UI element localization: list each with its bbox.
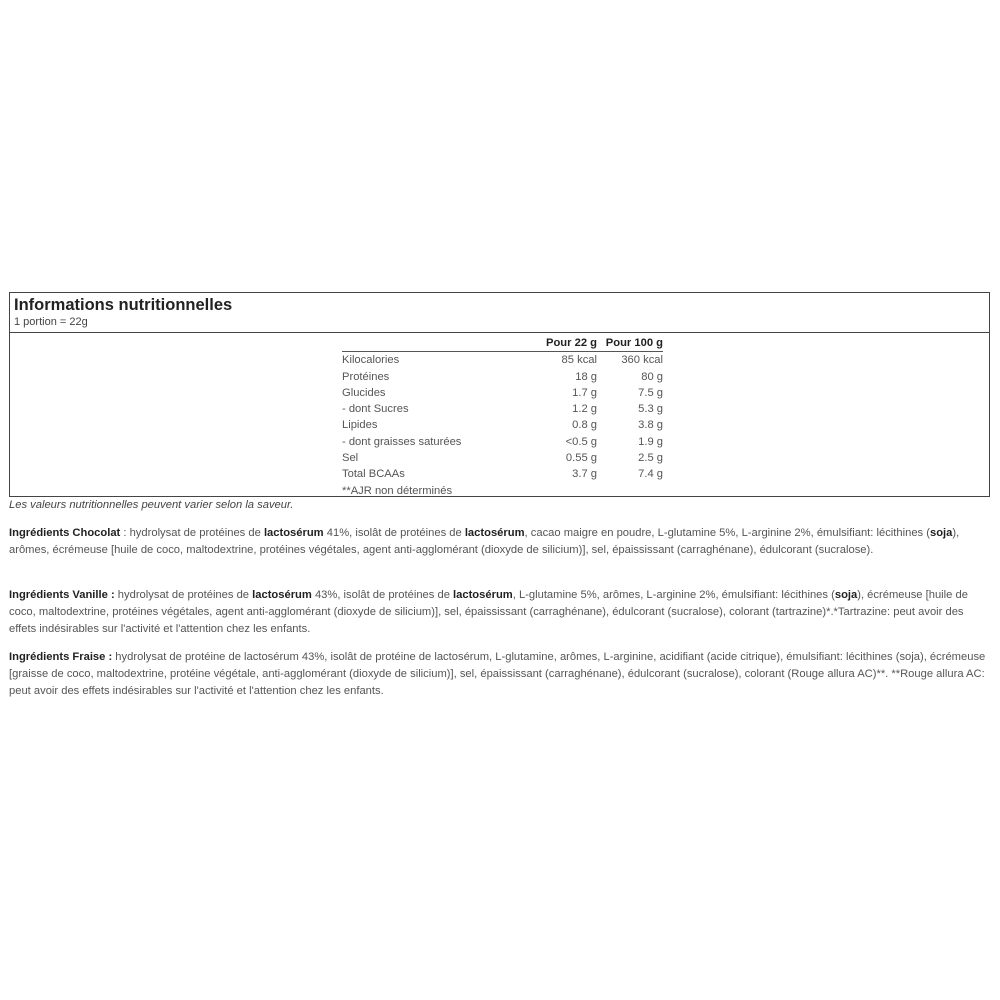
table-row	[342, 434, 663, 450]
table-row	[342, 417, 663, 433]
ingredients-text: hydrolysat de protéine de lactosérum 43%, isolât de protéine de lactosérum, L-glutamine, arômes, L-arginine, acidifiant (acide citrique), émulsifiant: lécithines (soja), écrémeuse [graisse de coco, maltodextrine, protéine végétale, anti-agglomérant (dioxyde de silicium)], sel, épaississant (carraghénane), édulcorant (sucralose), colorant (Rouge allura AC)**. **Rouge allura AC: peut avoir des effets indésirables sur l'activité et l'attention chez les enfants.	[9, 651, 986, 697]
panel-header	[10, 293, 989, 333]
row-label: Protéines	[342, 370, 390, 383]
ingredients-text: ), écrémeuse [huile de coco, maltodextrine, protéines végétales, agent anti-agglomérant (dioxyde de silicium)], sel, épaississant (carraghénane), édulcorant (sucralose), colorant (tartrazine)*.*Tartrazine: peut avoir des effets indésirables sur l'activité et l'attention chez les enfants.	[9, 589, 968, 635]
ingredients-label: Ingrédients Fraise :	[9, 651, 113, 663]
table-header-row	[342, 335, 663, 352]
nutrition-panel	[9, 292, 990, 497]
table-row	[342, 385, 663, 401]
ingredients-text: , L-glutamine 5%, arômes, L-arginine 2%, émulsifiant: lécithines (	[512, 589, 835, 601]
row-value-portion: 0.8 g	[572, 419, 597, 432]
table-row	[342, 401, 663, 417]
row-value-100g: 2.5 g	[638, 452, 663, 465]
row-label: Glucides	[342, 386, 386, 399]
nutrition-table	[342, 335, 663, 499]
ingredients-label: Ingrédients Chocolat	[9, 527, 121, 539]
table-footnote-row	[342, 483, 663, 499]
table-row	[342, 466, 663, 482]
row-label: Sel	[342, 452, 359, 465]
panel-title: Informations nutritionnelles	[14, 296, 233, 314]
ingredients-text: , cacao maigre en poudre, L-glutamine 5%, L-arginine 2%, émulsifiant: lécithines (	[524, 527, 930, 539]
header-per-100g: Pour 100 g	[597, 335, 663, 352]
allergen: lactosérum	[464, 527, 525, 539]
ingredients-label: Ingrédients Vanille :	[9, 589, 115, 601]
row-label: - dont graisses saturées	[342, 435, 462, 448]
row-value-portion: 18 g	[575, 370, 597, 383]
allergen: lactosérum	[263, 527, 324, 539]
allergen: lactosérum	[453, 589, 513, 601]
flavor-note: Les valeurs nutritionnelles peuvent varier selon la saveur.	[9, 499, 294, 511]
row-value-100g: 7.4 g	[638, 468, 663, 481]
table-row	[342, 450, 663, 466]
row-label: Total BCAAs	[342, 468, 405, 481]
row-value-portion: 3.7 g	[572, 468, 597, 481]
ingredients-text: 43%, isolât de protéines de	[311, 589, 454, 601]
ingredients-text: ), arômes, écrémeuse [huile de coco, maltodextrine, protéines végétales, agent anti-agglomérant (dioxyde de silicium)], sel, épaississant (carraghénane), édulcorant (sucralose).	[9, 527, 960, 556]
header-per-portion: Pour 22 g	[532, 335, 597, 352]
row-value-portion: 1.7 g	[572, 386, 597, 399]
ingredients-vanille	[9, 587, 987, 638]
row-value-100g: 5.3 g	[638, 403, 663, 416]
ingredients-text: hydrolysat de protéines de	[114, 589, 253, 601]
ingredients-text: : hydrolysat de protéines de	[120, 527, 264, 539]
table-row	[342, 352, 663, 369]
ingredients-fraise	[9, 649, 987, 700]
row-value-100g: 7.5 g	[638, 386, 663, 399]
row-value-portion: 1.2 g	[572, 403, 597, 416]
row-value-portion: 85 kcal	[561, 354, 597, 367]
ingredients-chocolat	[9, 525, 987, 559]
allergen: lactosérum	[252, 589, 312, 601]
row-label: Lipides	[342, 419, 378, 432]
header-blank	[342, 335, 532, 352]
allergen: soja	[834, 589, 858, 601]
row-value-100g: 1.9 g	[638, 435, 663, 448]
row-value-portion: 0.55 g	[565, 452, 597, 465]
row-label: Kilocalories	[342, 354, 400, 367]
serving-size: 1 portion = 22g	[14, 316, 88, 328]
row-label: - dont Sucres	[342, 403, 409, 416]
row-value-100g: 360 kcal	[621, 354, 663, 367]
ingredients-text: 41%, isolât de protéines de	[323, 527, 465, 539]
row-value-100g: 3.8 g	[638, 419, 663, 432]
table-row	[342, 369, 663, 385]
row-value-portion: <0.5 g	[565, 435, 597, 448]
allergen: soja	[929, 527, 953, 539]
row-value-100g: 80 g	[641, 370, 663, 383]
table-footnote: **AJR non déterminés	[342, 484, 453, 497]
